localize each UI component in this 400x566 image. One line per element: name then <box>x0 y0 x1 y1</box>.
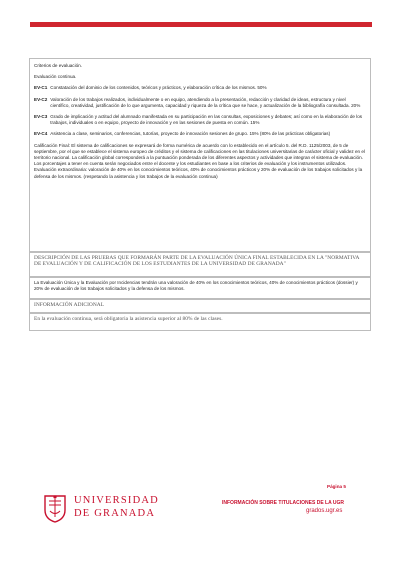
final-grade-text: Calificación Final: El sistema de calificaciones se expresará de forma numérica de acuerdo con lo establecido en el artículo 5. del R.D. 1125/2003, de 5 de septiembre, por el que se establece el sistema europeo de créditos y el sistema de calificaciones en las titulaciones universitarias de carácter oficial y validez en el territorio nacional. La calificación global corresponderá a la puntuación ponderada de los diferentes aspectos y actividades que integran el sistema de evaluación. Los porcentajes a tener en cuenta serán negociados entre el docente y los estudiantes en base a los criterios de evaluación y los instrumentos utilizados. <box>34 142 365 167</box>
footer-site-link[interactable]: grados.ugr.es <box>306 508 343 514</box>
criterion-code: EV-C1 <box>34 85 48 91</box>
extraordinary-evaluation-text: Evaluación extraordinaria: valoración de 40% en los conocimientos teóricos, 40% de conocimientos prácticos y 20% de evaluación de los trabajos solicitados y la defensa de los mismos. (respetando la asistencia y los trabajos de la evaluación continua) <box>34 167 363 179</box>
university-name-line2: DE GRANADA <box>74 508 156 519</box>
single-evaluation-text: La Evaluación Única y la Evaluación por Incidencias tendrán una valoración de 40% en los conocimientos teóricos, 40% de conocimientos prácticos (dossier) y 20% de evaluación de los trabajos solicitados y la defensa de los mismos. <box>34 280 358 292</box>
section-title: Criterios de evaluación. <box>34 63 83 68</box>
criterion-text: Grado de implicación y actitud del alumnado manifestada en su participación en las consultas, exposiciones y debates; así como en la elaboración de los trabajos, individuales o en equipo, proyecto de innovación y en las sesiones de puesta en común. 15% <box>50 114 363 126</box>
criterion-code: EV-C2 <box>34 96 48 102</box>
additional-info-title: INFORMACIÓN ADICIONAL <box>34 302 105 308</box>
criterion-code: EV-C3 <box>34 114 48 120</box>
single-evaluation-header <box>29 252 371 277</box>
university-shield-icon <box>42 493 68 523</box>
evaluation-criteria-section <box>29 58 371 252</box>
criterion-text: Asistencia a clase, seminarios, conferencias, tutorías, proyecto de innovación sesiones de grupo. 15% (80% de las prácticas obligatorias) <box>50 131 331 137</box>
additional-info-body <box>29 313 371 331</box>
criterion-text: Valoración de los trabajos realizados, individualmente o en equipo, atendiendo a la presentación, redacción y claridad de ideas, estructura y nivel científico, creatividad, justificación de lo que argumenta, capacidad y riqueza de la crítica que se hace, y actualización de la bibliografía consultada. 20% <box>50 96 361 108</box>
criterion-item <box>34 131 366 137</box>
university-name-line1: UNIVERSIDAD <box>74 495 159 506</box>
top-accent-bar <box>30 22 372 27</box>
single-evaluation-body <box>29 277 371 299</box>
university-logo <box>42 493 162 523</box>
criterion-item <box>34 97 366 109</box>
criterion-item <box>34 85 366 91</box>
page-number: Página 5 <box>327 484 346 489</box>
single-evaluation-title: DESCRIPCIÓN DE LAS PRUEBAS QUE FORMARÁN PARTE DE LA EVALUACIÓN ÚNICA FINAL ESTABLECIDA EN LA "NORMATIVA DE EVALUACIÓN Y DE CALIFICACIÓN DE LOS ESTUDIANTES DE LA UNIVERSIDAD DE GRANADA" <box>34 255 360 268</box>
additional-info-text: En la evaluación continua, será obligatoria la asistencia superior al 80% de las clases. <box>34 316 223 322</box>
criterion-code: EV-C4 <box>34 131 48 137</box>
footer-info-text: INFORMACIÓN SOBRE TITULACIONES DE LA UGR <box>222 500 345 506</box>
criterion-text: Constatación del dominio de los contenidos, teóricos y prácticos, y elaboración crítica de los mismos. 50% <box>50 85 267 91</box>
additional-info-header <box>29 299 371 313</box>
criterion-item <box>34 114 366 126</box>
section-subtitle: Evaluación continua. <box>34 74 77 80</box>
